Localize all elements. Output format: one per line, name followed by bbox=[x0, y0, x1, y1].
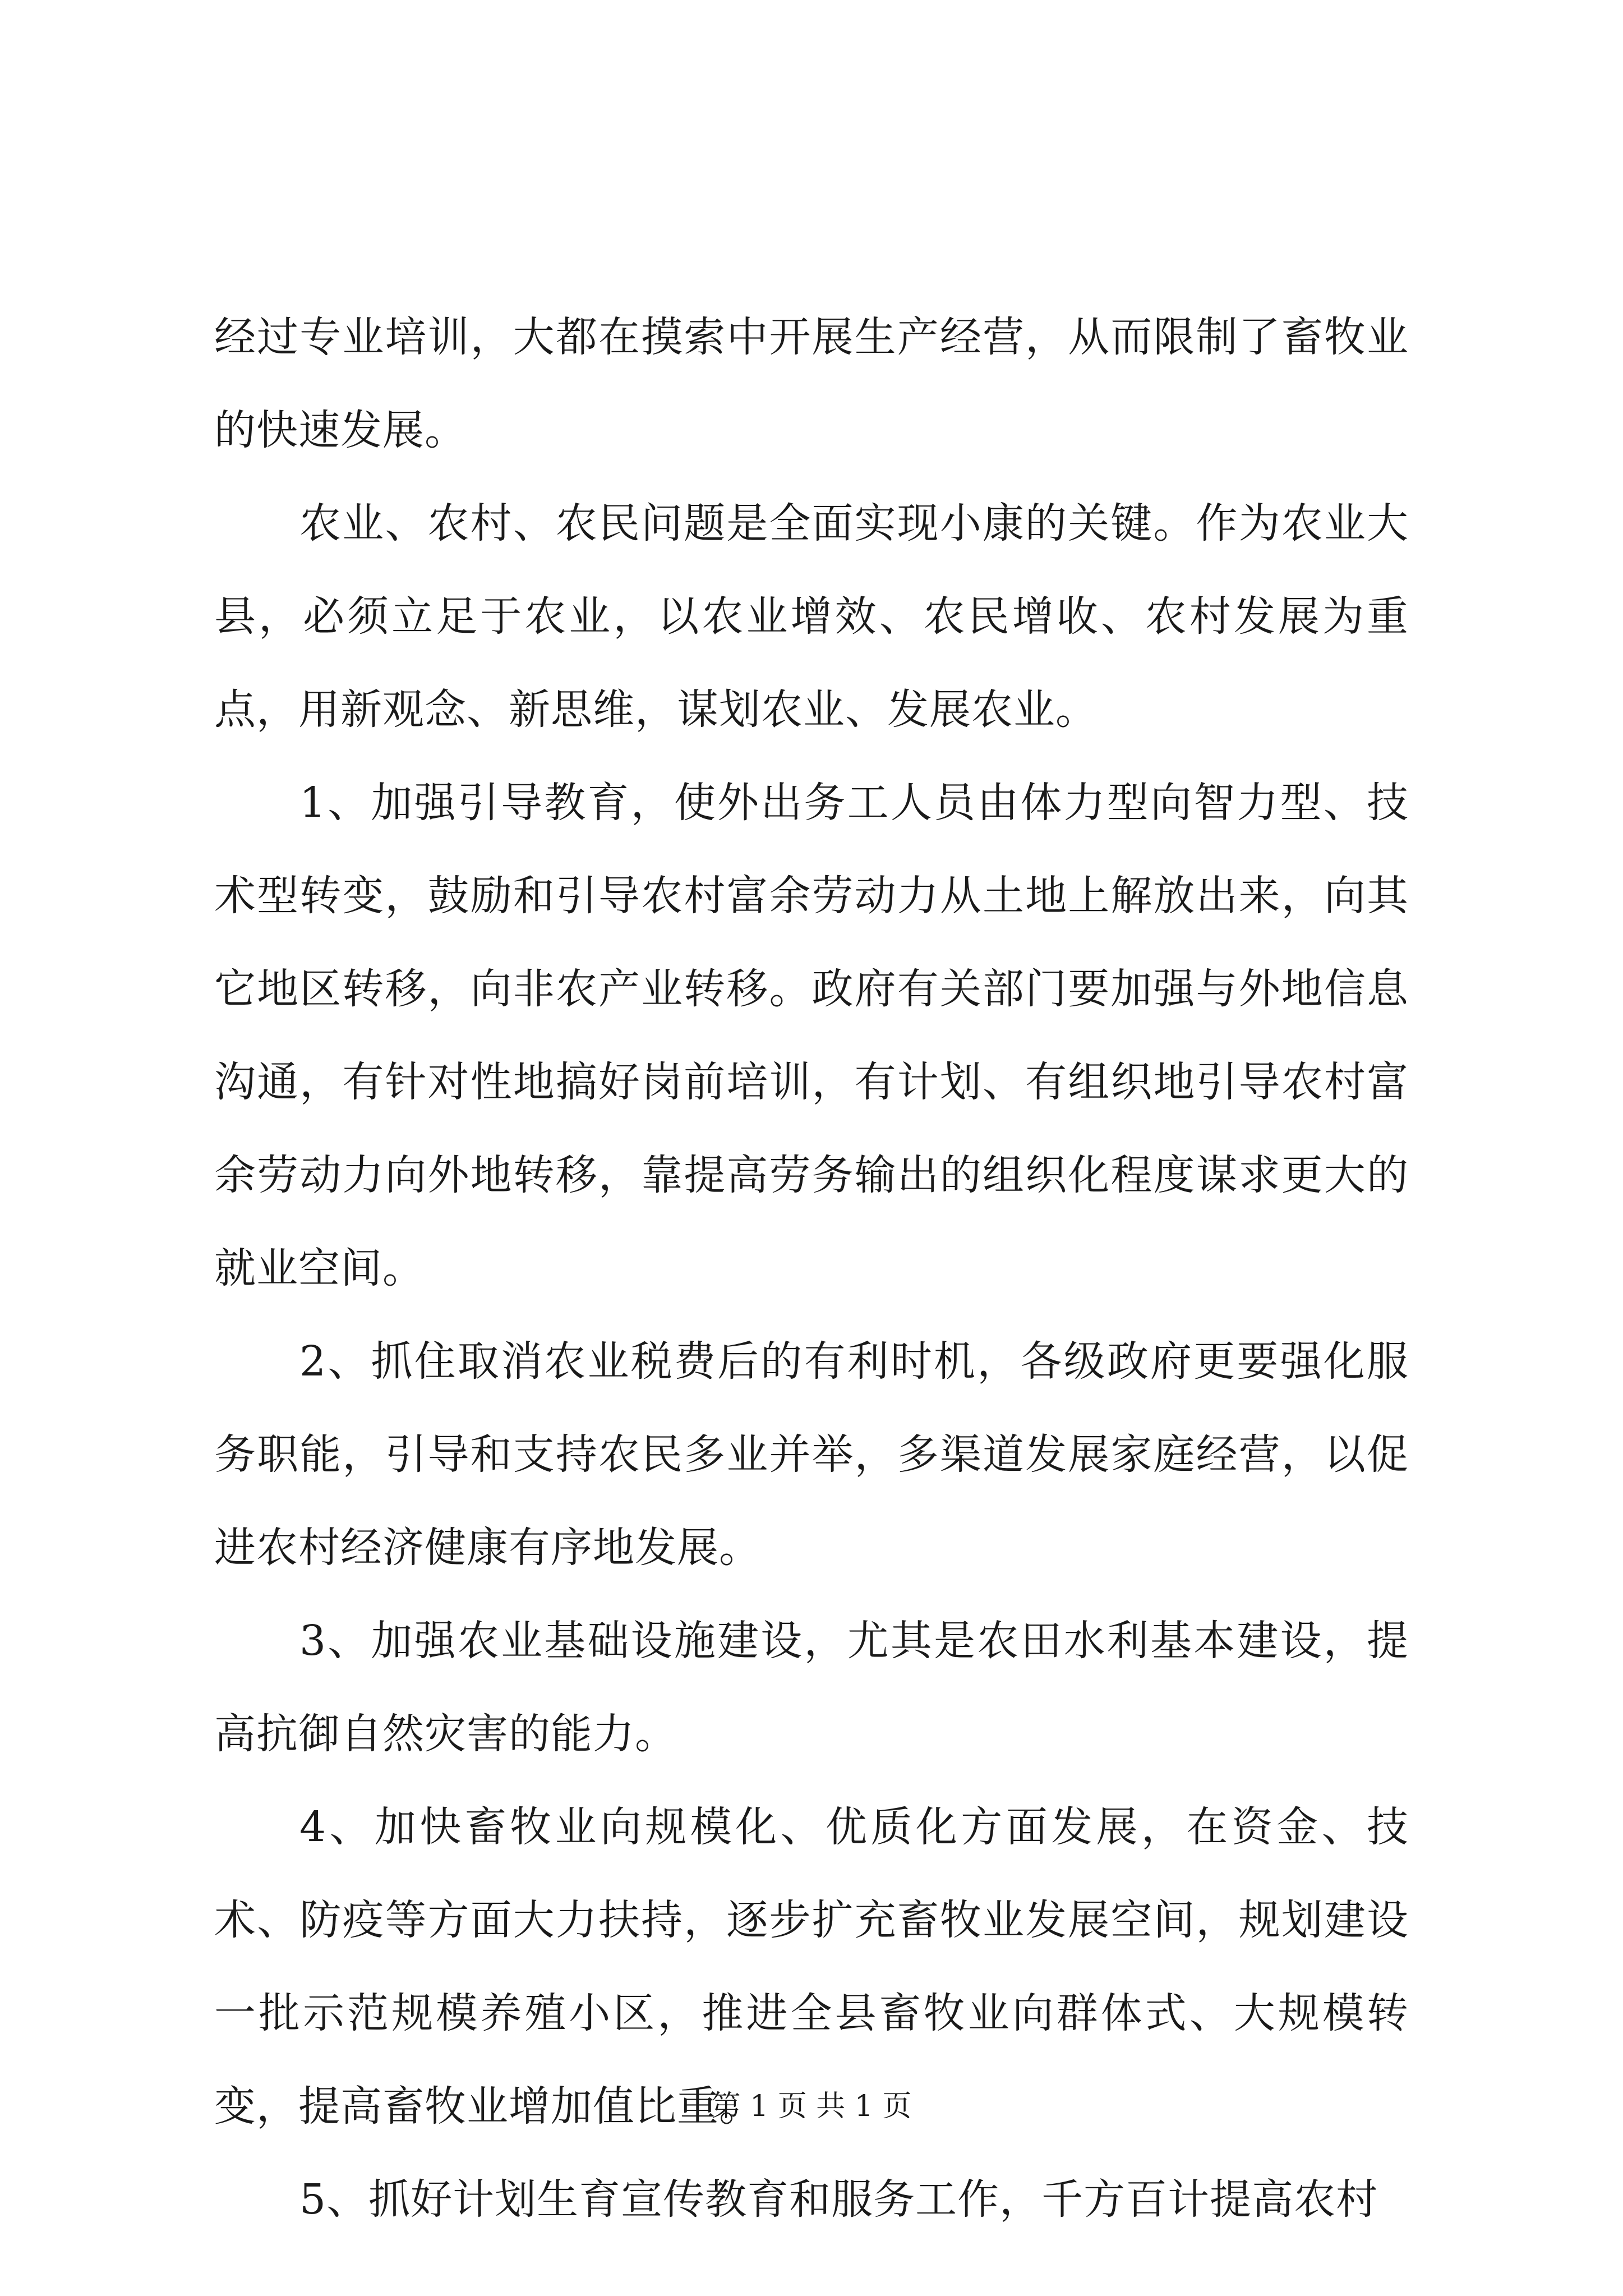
paragraph: 4、加快畜牧业向规模化、优质化方面发展，在资金、技术、防疫等方面大力扶持，逐步扩充畜牧业发展空间，规划建设一批示范规模养殖小区，推进全县畜牧业向群体式、大规模转变，提高畜牧业增加值比重。 bbox=[214, 1803, 1409, 2131]
paragraph: 3、加强农业基础设施建设，尤其是农田水利基本建设，提高抗御自然灾害的能力。 bbox=[214, 1617, 1409, 1758]
paragraph: 农业、农村、农民问题是全面实现小康的关键。作为农业大县，必须立足于农业，以农业增效、农民增收、农村发展为重点，用新观念、新思维，谋划农业、发展农业。 bbox=[214, 499, 1409, 734]
body-text bbox=[214, 291, 1409, 2246]
paragraph: 2、抓住取消农业税费后的有利时机，各级政府更要强化服务职能，引导和支持农民多业并举，多渠道发展家庭经营，以促进农村经济健康有序地发展。 bbox=[214, 1337, 1409, 1572]
page-footer: 第 1 页 共 1 页 bbox=[711, 2090, 912, 2123]
paragraph: 5、抓好计划生育宣传教育和服务工作，千方百计提高农村 bbox=[299, 2175, 1378, 2224]
paragraph: 经过专业培训，大都在摸索中开展生产经营，从而限制了畜牧业的快速发展。 bbox=[214, 313, 1409, 454]
paragraph: 1、加强引导教育，使外出务工人员由体力型向智力型、技术型转变，鼓励和引导农村富余劳动力从土地上解放出来，向其它地区转移，向非农产业转移。政府有关部门要加强与外地信息沟通，有针对性地搞好岗前培训，有计划、有组织地引导农村富余劳动力向外地转移，靠提高劳务输出的组织化程度谋求更大的就业空间。 bbox=[214, 779, 1409, 1292]
